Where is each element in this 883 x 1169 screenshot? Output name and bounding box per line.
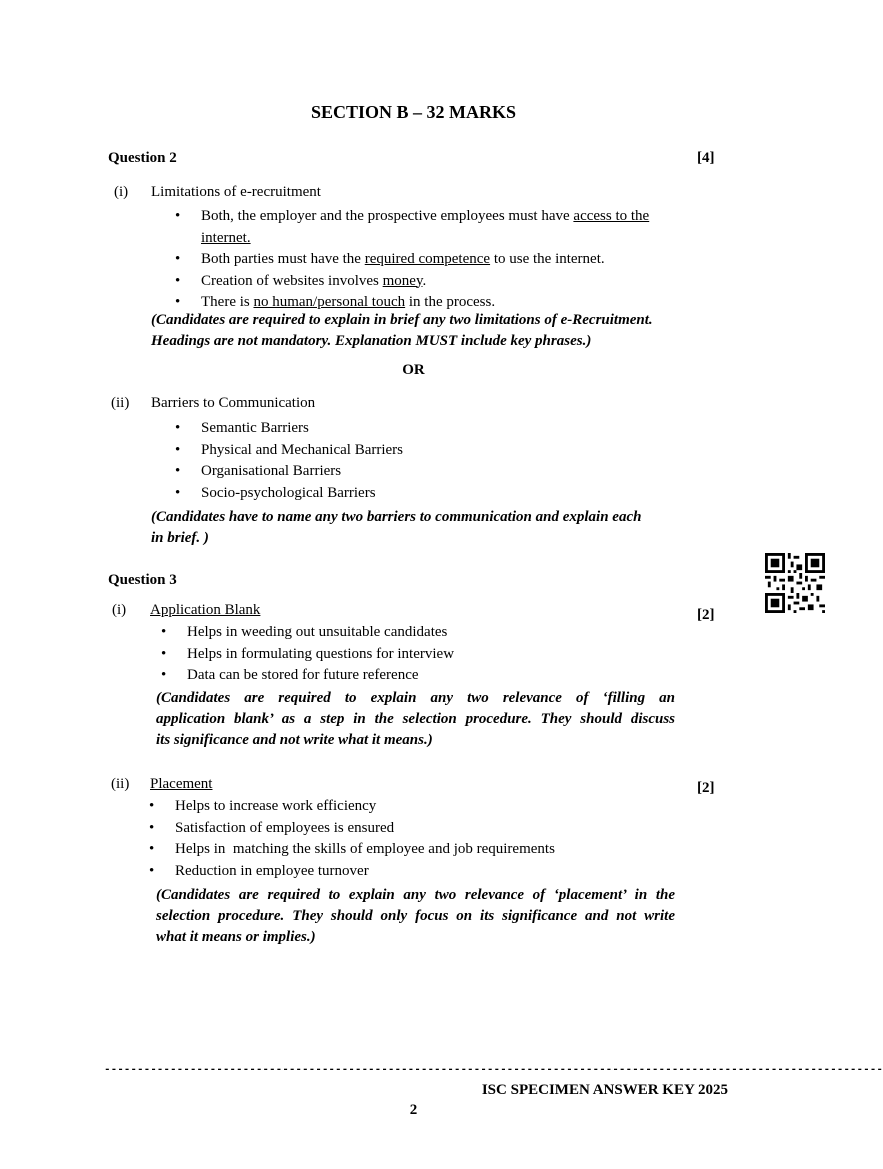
question-2-heading: Question 2 [108,150,177,166]
page-number: 2 [409,1102,418,1118]
list-item: • Helps in weeding out unsuitable candidates [187,622,667,644]
q2-part-i-title: Limitations of e-recruitment [151,184,321,200]
list-item: • Data can be stored for future reference [187,665,667,687]
list-item: • Organisational Barriers [201,461,681,483]
list-item: • Helps in formulating questions for interview [187,644,667,666]
section-title: SECTION B – 32 MARKS [310,102,517,122]
q2-part-ii-note: (Candidates have to name any two barriers to communication and explain each in brief. ) [151,509,642,546]
list-item: • Semantic Barriers [201,418,681,440]
q3-part-ii-list [175,796,675,882]
q2-part-i-note: (Candidates are required to explain in brief any two limitations of e-Recruitment. Headings are not mandatory. Explanation MUST include key phrases.) [151,312,653,349]
q2-part-ii-list [201,418,681,504]
q2-part-i-list [201,206,681,314]
q3-part-i-number: (i) [112,602,127,618]
q3-part-ii-marks: [2] [697,780,715,796]
list-item: • Helps in matching the skills of employee and job requirements [175,839,675,861]
question-2-marks: [4] [697,150,715,166]
q2-part-ii-title: Barriers to Communication [151,395,316,411]
list-item: • Both, the employer and the prospective employees must have access to the [201,206,681,228]
q3-part-ii-note: (Candidates are required to explain any two relevance of ‘placement’ in the selection procedure. They should only focus on its significance and not write what it means or implies.) [156,887,675,945]
q3-part-ii-title: Placement [150,776,213,792]
q3-part-i-note: (Candidates are required to explain any two relevance of ‘filling an application blank’ as a step in the selection procedure. They should discuss its significance and not write what it means.) [156,690,675,748]
q2-part-i-number: (i) [114,184,129,200]
list-item: • Physical and Mechanical Barriers [201,440,681,462]
list-item: • Socio-psychological Barriers [201,483,681,505]
list-item: • Both parties must have the required competence to use the internet. [201,249,681,271]
q3-part-ii-number: (ii) [111,776,130,792]
list-item: • Satisfaction of employees is ensured [175,818,675,840]
list-item-continuation: internet. [201,229,251,246]
or-separator: OR [402,362,425,378]
list-item: • Reduction in employee turnover [175,861,675,883]
q3-part-i-list [187,622,667,687]
qr-code [765,553,825,613]
question-3-heading: Question 3 [108,572,177,588]
q3-part-i-marks: [2] [697,607,715,623]
list-item: • Creation of websites involves money. [201,271,681,293]
list-item: • There is no human/personal touch in the process. [201,292,681,314]
footer-label: ISC SPECIMEN ANSWER KEY 2025 [481,1082,728,1098]
q2-part-ii-number: (ii) [111,395,130,411]
q3-part-i-title: Application Blank [150,602,261,618]
list-item: • Helps to increase work efficiency [175,796,675,818]
footer-divider: ---------------------------------------------------------------------------------------------------------------------- [104,1064,883,1076]
